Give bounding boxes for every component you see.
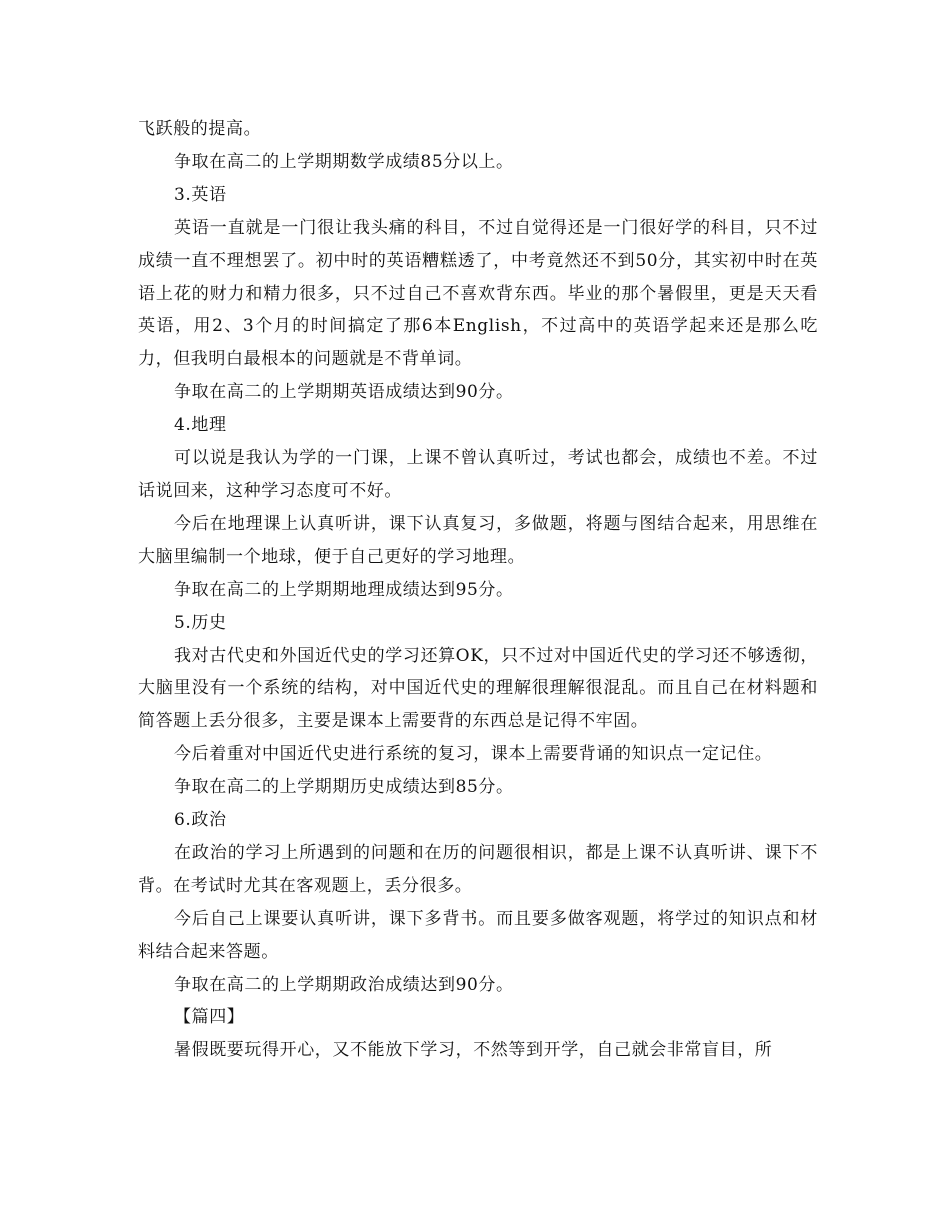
paragraph-geography-plan: 今后在地理课上认真听讲，课下认真复习，多做题，将题与图结合起来，用思维在大脑里编制一个地球，便于自己更好的学习地理。 [138, 513, 818, 567]
section-heading-part-four: 【篇四】 [174, 1007, 245, 1028]
paragraph-history-plan: 今后着重对中国近代史进行系统的复习，课本上需要背诵的知识点一定记住。 [174, 744, 773, 765]
heading-geography: 4.地理 [174, 415, 227, 436]
paragraph-politics-goal: 争取在高二的上学期期政治成绩达到90分。 [174, 974, 514, 995]
paragraph-history-body: 我对古代史和外国近代史的学习还算OK，只不过对中国近代史的学习还不够透彻，大脑里没有一个系统的结构，对中国近代史的理解很理解很混乱。而且自己在材料题和简答题上丢分很多，主要是课本上需要背的东西总是记得不牢固。 [138, 645, 818, 732]
paragraph-geography-goal: 争取在高二的上学期期地理成绩达到95分。 [174, 579, 514, 600]
paragraph-part-four-start: 暑假既要玩得开心，又不能放下学习，不然等到开学，自己就会非常盲目，所 [174, 1040, 773, 1061]
paragraph-history-goal: 争取在高二的上学期期历史成绩达到85分。 [174, 777, 514, 798]
heading-politics: 6.政治 [174, 810, 227, 831]
paragraph-english-goal: 争取在高二的上学期期英语成绩达到90分。 [174, 382, 514, 403]
paragraph-politics-body: 在政治的学习上所遇到的问题和在历的问题很相识，都是上课不认真听讲、课下不背。在考试时尤其在客观题上，丢分很多。 [138, 842, 818, 896]
heading-english: 3.英语 [174, 184, 227, 205]
heading-history: 5.历史 [174, 612, 227, 633]
paragraph-politics-plan: 今后自己上课要认真听讲，课下多背书。而且要多做客观题，将学过的知识点和材料结合起来答题。 [138, 908, 818, 962]
document-body [138, 113, 818, 1067]
paragraph-geography-body: 可以说是我认为学的一门课，上课不曾认真听过，考试也都会，成绩也不差。不过话说回来，这种学习态度可不好。 [138, 448, 818, 501]
paragraph-english-body: 英语一直就是一门很让我头痛的科目，不过自觉得还是一门很好学的科目，只不过成绩一直不理想罢了。初中时的英语糟糕透了，中考竟然还不到50分，其实初中时在英语上花的财力和精力很多，只不过自己不喜欢背东西。毕业的那个暑假里，更是天天看英语，用2、3个月的时间搞定了那6本English，不过高中的英语学起来还是那么吃力，但我明白最根本的问题就是不背单词。 [138, 217, 818, 370]
paragraph-continuation: 飞跃般的提高。 [138, 119, 262, 139]
paragraph-math-goal: 争取在高二的上学期期数学成绩85分以上。 [174, 151, 514, 172]
